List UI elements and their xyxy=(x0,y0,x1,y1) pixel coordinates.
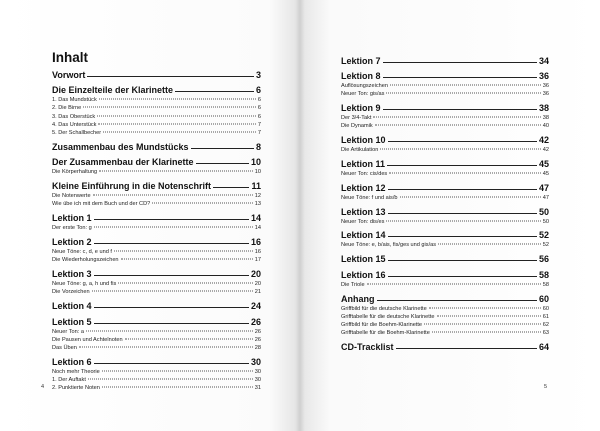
toc-leader-line xyxy=(388,260,537,261)
toc-leader-line xyxy=(83,107,256,108)
toc-entry-page: 11 xyxy=(251,181,261,192)
toc-entry-page: 21 xyxy=(254,289,261,296)
toc-leader-line xyxy=(400,196,541,197)
toc-leader-line xyxy=(388,189,537,190)
toc-subentry xyxy=(341,122,549,130)
toc-entry-label: Lektion 3 xyxy=(52,268,92,279)
toc-entry-page: 16 xyxy=(250,236,261,247)
toc-leader-line xyxy=(196,163,249,164)
toc-leader-line xyxy=(390,85,541,86)
toc-leader-line xyxy=(94,243,249,244)
toc-subentry xyxy=(52,192,261,200)
toc-entry-label: 4. Das Unterstück xyxy=(52,121,97,128)
toc-entry-page: 6 xyxy=(257,97,261,104)
toc-leader-line xyxy=(388,213,537,214)
toc-entry-label: Grifftabelle für die Boehm-Klarinette xyxy=(341,330,430,337)
toc-leader-line xyxy=(388,276,537,277)
toc-entry-label: Vorwort xyxy=(52,69,86,80)
toc-entry-label: 3. Das Oberstück xyxy=(52,113,96,120)
toc-entry-page: 16 xyxy=(254,248,261,255)
toc-subentry xyxy=(341,313,549,321)
toc-subentry xyxy=(341,90,549,98)
toc-subentry xyxy=(341,170,549,178)
toc-chapter-entry xyxy=(341,103,549,114)
toc-entry-label: Neue Töne: g, a, h und fis xyxy=(52,280,117,287)
toc-leader-line xyxy=(94,307,249,308)
toc-entry-page: 20 xyxy=(250,268,261,279)
toc-entry-label: Lektion 5 xyxy=(52,316,92,327)
toc-entry-label: Der 3/4-Takt xyxy=(341,115,372,122)
toc-leader-line xyxy=(213,187,249,188)
toc-entry-page: 50 xyxy=(542,218,549,225)
toc-chapter-entry xyxy=(341,135,549,146)
toc-entry-label: 2. Punktierte Noten xyxy=(52,385,100,392)
toc-entry-page: 28 xyxy=(254,344,261,351)
right-page-number: 5 xyxy=(544,384,548,390)
toc-leader-line xyxy=(389,172,541,173)
toc-chapter-entry xyxy=(52,269,261,280)
toc-entry-page: 30 xyxy=(250,356,261,367)
toc-entry-page: 30 xyxy=(254,376,261,383)
toc-entry-label: Die Artikulation xyxy=(341,147,379,154)
toc-leader-line xyxy=(388,141,537,142)
toc-entry-label: Lektion 9 xyxy=(341,103,381,114)
toc-subentry xyxy=(52,376,261,384)
toc-leader-line xyxy=(396,348,537,349)
toc-chapter-entry xyxy=(52,301,261,312)
toc-leader-line xyxy=(387,165,537,166)
toc-entry-page: 42 xyxy=(538,135,549,146)
toc-chapter-entry xyxy=(341,159,549,170)
toc-entry-page: 26 xyxy=(254,328,261,335)
toc-leader-line xyxy=(191,148,254,149)
toc-entry-label: Neuer Ton: dis/es xyxy=(341,218,385,225)
toc-entry-page: 6 xyxy=(255,85,261,96)
toc-subentry xyxy=(52,224,261,232)
toc-chapter-entry xyxy=(52,142,261,153)
toc-subentry xyxy=(341,305,549,313)
toc-entry-label: Lektion 11 xyxy=(341,158,386,169)
toc-entry-label: Grifftabelle für die deutsche Klarinette xyxy=(341,313,435,320)
toc-entry-label: Die Dynamik xyxy=(341,123,373,130)
toc-entry-page: 7 xyxy=(257,130,261,136)
toc-entry-page: 8 xyxy=(255,141,261,152)
toc-entry-page: 6 xyxy=(257,105,261,112)
toc-entry-label: Der Zusammenbau der Klarinette xyxy=(52,157,194,168)
toc-leader-line xyxy=(383,77,537,78)
toc-chapter-entry xyxy=(341,254,549,265)
toc-leader-line xyxy=(438,244,541,245)
toc-entry-label: 1. Der Auftakt xyxy=(52,376,86,383)
toc-entry-page: 36 xyxy=(538,71,549,82)
toc-entry-label: Anhang xyxy=(341,293,375,304)
toc-subentry xyxy=(52,344,261,352)
toc-leader-line xyxy=(94,275,249,276)
toc-entry-label: Wie übe ich mit dem Buch und der CD? xyxy=(52,201,151,208)
toc-entry-page: 10 xyxy=(254,169,261,176)
toc-subentry xyxy=(52,121,261,129)
toc-entry-label: Lektion 16 xyxy=(341,269,386,280)
toc-entry-page: 64 xyxy=(538,341,549,352)
toc-leader-line xyxy=(94,363,249,364)
toc-entry-label: CD-Tracklist xyxy=(341,341,394,352)
toc-subentry xyxy=(52,104,261,112)
toc-entry-label: 2. Die Birne xyxy=(52,105,82,112)
toc-entry-page: 40 xyxy=(542,123,549,130)
toc-entry-page: 47 xyxy=(538,182,549,193)
toc-subentry xyxy=(341,146,549,154)
toc-entry-label: Lektion 2 xyxy=(52,236,92,247)
toc-subentry xyxy=(52,168,261,176)
toc-entry-page: 20 xyxy=(254,280,261,287)
toc-leader-line xyxy=(386,220,540,221)
toc-title: Inhalt xyxy=(52,50,88,65)
toc-entry-label: Lektion 7 xyxy=(341,55,381,66)
toc-leader-line xyxy=(92,291,253,292)
right-toc-column xyxy=(341,51,549,353)
toc-subentry xyxy=(52,256,261,264)
toc-leader-line xyxy=(125,338,253,339)
toc-chapter-entry xyxy=(52,237,261,248)
toc-entry-label: Lektion 13 xyxy=(341,206,386,217)
toc-leader-line xyxy=(118,282,252,283)
toc-chapter-entry xyxy=(52,213,261,224)
toc-subentry xyxy=(52,129,261,137)
toc-entry-page: 61 xyxy=(542,313,549,320)
toc-entry-page: 38 xyxy=(542,115,549,122)
toc-leader-line xyxy=(373,117,540,118)
toc-entry-page: 52 xyxy=(542,242,549,249)
toc-entry-label: Die Vorzeichen xyxy=(52,289,90,296)
toc-entry-label: Griffbild für die Boehm-Klarinette xyxy=(341,321,423,328)
toc-chapter-entry xyxy=(52,157,261,168)
toc-entry-label: Die Wiederholungszeichen xyxy=(52,257,119,264)
left-page-number: 4 xyxy=(41,384,45,390)
toc-entry-page: 52 xyxy=(538,230,549,241)
toc-leader-line xyxy=(94,323,249,324)
toc-entry-page: 24 xyxy=(250,300,261,311)
toc-entry-label: Neue Töne: e, b/ais, fis/ges und gis/as xyxy=(341,242,437,249)
toc-chapter-entry xyxy=(52,181,261,192)
toc-entry-page: 42 xyxy=(542,147,549,154)
toc-leader-line xyxy=(99,99,256,100)
toc-entry-label: Auflösungszeichen xyxy=(341,83,388,90)
toc-leader-line xyxy=(429,307,541,308)
toc-leader-line xyxy=(99,171,253,172)
toc-entry-label: Die Einzelteile der Klarinette xyxy=(52,85,174,96)
toc-entry-label: Lektion 1 xyxy=(52,213,92,224)
toc-chapter-entry xyxy=(52,70,261,81)
toc-chapter-entry xyxy=(341,56,549,67)
toc-leader-line xyxy=(383,62,537,63)
toc-subentry xyxy=(341,241,549,249)
toc-chapter-entry xyxy=(341,183,549,194)
toc-leader-line xyxy=(87,76,254,77)
toc-entry-label: Neue Töne: f und ais/b xyxy=(341,194,398,201)
toc-entry-page: 12 xyxy=(254,193,261,200)
toc-leader-line xyxy=(377,300,537,301)
toc-subentry xyxy=(52,328,261,336)
toc-leader-line xyxy=(175,91,254,92)
toc-entry-label: Lektion 10 xyxy=(341,135,386,146)
toc-subentry xyxy=(341,194,549,202)
toc-entry-label: Der erste Ton: g xyxy=(52,225,92,232)
toc-entry-label: 1. Das Mundstück xyxy=(52,97,97,104)
toc-entry-page: 45 xyxy=(538,158,549,169)
toc-leader-line xyxy=(86,330,253,331)
toc-entry-page: 34 xyxy=(538,55,549,66)
toc-chapter-entry xyxy=(52,317,261,328)
toc-leader-line xyxy=(94,227,253,228)
toc-subentry xyxy=(52,384,261,392)
toc-entry-label: Lektion 8 xyxy=(341,71,381,82)
toc-entry-page: 50 xyxy=(538,206,549,217)
toc-leader-line xyxy=(88,378,253,379)
toc-entry-page: 30 xyxy=(254,368,261,375)
toc-entry-label: Neuer Ton: a xyxy=(52,328,84,335)
toc-entry-page: 60 xyxy=(538,293,549,304)
toc-leader-line xyxy=(114,250,253,251)
toc-entry-label: Neuer Ton: gis/as xyxy=(341,91,385,98)
toc-entry-label: Griffbild für die deutsche Klarinette xyxy=(341,305,427,312)
toc-subentry xyxy=(341,321,549,329)
toc-entry-page: 7 xyxy=(257,121,261,128)
toc-subentry xyxy=(52,280,261,288)
toc-leader-line xyxy=(121,259,253,260)
toc-chapter-entry xyxy=(341,230,549,241)
toc-leader-line xyxy=(94,219,249,220)
toc-subentry xyxy=(52,336,261,344)
toc-leader-line xyxy=(383,109,537,110)
toc-leader-line xyxy=(103,132,256,133)
toc-leader-line xyxy=(98,123,255,124)
toc-leader-line xyxy=(380,149,540,150)
toc-entry-label: Kleine Einführung in die Notenschrift xyxy=(52,181,212,192)
toc-chapter-entry xyxy=(52,85,261,96)
toc-entry-label: Die Notenwerte xyxy=(52,193,91,200)
toc-entry-page: 6 xyxy=(257,113,261,120)
toc-leader-line xyxy=(424,323,541,324)
toc-leader-line xyxy=(102,370,253,371)
toc-entry-page: 14 xyxy=(250,213,261,224)
toc-subentry xyxy=(52,368,261,376)
toc-subentry xyxy=(341,281,549,289)
toc-entry-page: 13 xyxy=(254,201,261,208)
toc-entry-label: Lektion 12 xyxy=(341,182,386,193)
toc-subentry xyxy=(52,288,261,296)
toc-entry-label: 5. Der Schallbecher xyxy=(52,130,102,136)
left-toc-column xyxy=(52,51,261,392)
toc-subentry xyxy=(52,200,261,208)
toc-entry-label: Noch mehr Theorie xyxy=(52,368,100,375)
toc-entry-page: 36 xyxy=(542,83,549,90)
toc-entry-label: Neue Töne: c, d, e und f xyxy=(52,248,112,255)
toc-entry-page: 38 xyxy=(538,103,549,114)
toc-leader-line xyxy=(93,195,253,196)
toc-entry-page: 56 xyxy=(538,254,549,265)
toc-chapter-entry xyxy=(341,270,549,281)
toc-chapter-entry xyxy=(341,294,549,305)
toc-entry-label: Die Körperhaltung xyxy=(52,169,98,176)
toc-leader-line xyxy=(388,236,537,237)
toc-leader-line xyxy=(97,115,256,116)
toc-chapter-entry xyxy=(341,71,549,82)
toc-entry-page: 26 xyxy=(254,336,261,343)
toc-leader-line xyxy=(152,203,253,204)
toc-subentry xyxy=(341,114,549,122)
toc-entry-page: 60 xyxy=(542,305,549,312)
toc-entry-page: 47 xyxy=(542,194,549,201)
toc-entry-label: Lektion 6 xyxy=(52,356,92,367)
toc-entry-page: 26 xyxy=(250,316,261,327)
toc-entry-page: 17 xyxy=(254,257,261,264)
toc-entry-page: 62 xyxy=(542,321,549,328)
toc-entry-label: Lektion 14 xyxy=(341,230,386,241)
toc-entry-page: 45 xyxy=(542,170,549,177)
toc-leader-line xyxy=(437,315,541,316)
toc-leader-line xyxy=(386,93,540,94)
toc-entry-page: 3 xyxy=(255,69,261,80)
toc-leader-line xyxy=(432,332,541,333)
toc-entry-page: 63 xyxy=(542,330,549,337)
toc-leader-line xyxy=(102,387,253,388)
toc-entry-label: Lektion 15 xyxy=(341,254,386,265)
toc-leader-line xyxy=(79,346,253,347)
toc-entry-page: 36 xyxy=(542,91,549,98)
toc-entry-label: Die Triole xyxy=(341,281,365,288)
toc-entry-label: Neuer Ton: cis/des xyxy=(341,170,388,177)
toc-subentry xyxy=(341,218,549,226)
toc-subentry xyxy=(341,82,549,90)
toc-chapter-entry xyxy=(341,207,549,218)
toc-entry-page: 14 xyxy=(254,225,261,232)
toc-entry-page: 58 xyxy=(538,269,549,280)
toc-subentry xyxy=(52,96,261,104)
toc-entry-label: Die Pausen und Achtelnoten xyxy=(52,336,123,343)
toc-chapter-entry xyxy=(52,357,261,368)
toc-chapter-entry xyxy=(341,342,549,353)
toc-entry-label: Das Üben xyxy=(52,344,77,351)
toc-entry-page: 10 xyxy=(250,157,261,168)
toc-subentry xyxy=(52,113,261,121)
toc-entry-page: 58 xyxy=(542,281,549,288)
toc-entry-page: 31 xyxy=(254,385,261,392)
toc-leader-line xyxy=(375,125,541,126)
toc-leader-line xyxy=(367,283,541,284)
toc-subentry xyxy=(52,248,261,256)
toc-entry-label: Lektion 4 xyxy=(52,300,92,311)
right-page xyxy=(300,0,600,431)
toc-entry-label: Zusammenbau des Mundstücks xyxy=(52,141,189,152)
toc-subentry xyxy=(341,329,549,337)
